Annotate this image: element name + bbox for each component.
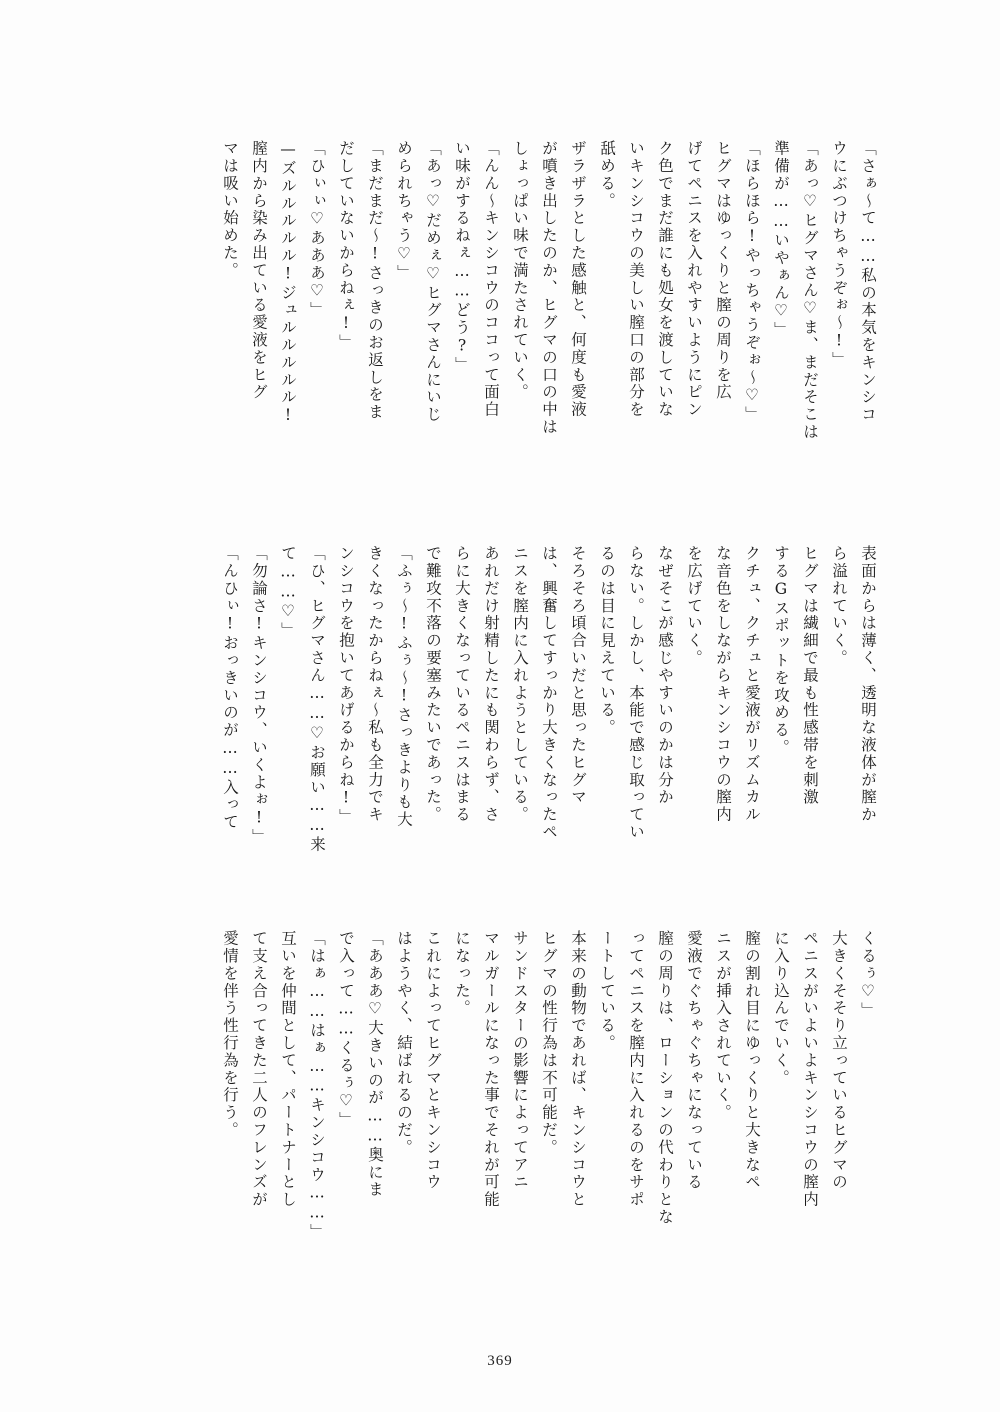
- text-line: 大きくそそり立っているヒグマの: [830, 930, 848, 1191]
- text-block-3: [208, 930, 875, 1290]
- text-line: 「んひぃ!おっきいのが……入って: [221, 545, 239, 831]
- text-line: は、興奮してすっかり大きくなったペ: [540, 545, 558, 841]
- text-line: ら溢れていく。: [830, 545, 848, 667]
- text-line: て支え合ってきた二人のフレンズが: [250, 930, 268, 1209]
- text-line: げてペニスを入れやすいようにピン: [685, 140, 703, 419]
- text-line: ニスが挿入されていく。: [714, 930, 732, 1122]
- text-line: はようやく、結ばれるのだ。: [395, 930, 413, 1157]
- text-line: くるぅ♡」: [859, 930, 877, 1020]
- text-line: い味がするねぇ……どう?」: [453, 140, 471, 374]
- text-line: —ズルルルルル!ジュルルルルル!: [279, 140, 297, 426]
- text-line: を広げていく。: [685, 545, 703, 667]
- text-line: なぜそこが感じやすいのかは分か: [656, 545, 674, 806]
- text-line: 膣の周りは、ローションの代わりとな: [656, 930, 674, 1226]
- text-line: クチュ、クチュと愛液がリズムカル: [743, 545, 761, 824]
- text-line: だしていないからねぇ!」: [337, 140, 355, 352]
- text-line: 「はぁ……はぁ……キンシコウ……」: [308, 930, 326, 1241]
- text-line: で難攻不落の要塞みたいであった。: [424, 545, 442, 824]
- page-number: 369: [487, 1353, 513, 1369]
- text-line: ウにぶつけちゃうぞぉ～!」: [830, 140, 848, 369]
- text-line: 互いを仲間として、パートナーとし: [279, 930, 297, 1209]
- text-line: 「まだまだ～!さっきのお返しをま: [366, 140, 384, 421]
- text-line: 膣の割れ目にゆっくりと大きなペ: [743, 930, 761, 1191]
- text-line: ってペニスを膣内に入れるのをサポ: [627, 930, 645, 1209]
- text-block-1: [208, 140, 875, 500]
- text-line: きくなったからねぇ～私も全力でキ: [366, 545, 384, 824]
- text-line: ートしている。: [598, 930, 616, 1052]
- text-line: ンシコウを抱いてあげるからね!」: [337, 545, 355, 826]
- text-line: ク色でまだ誰にも処女を渡していな: [656, 140, 674, 419]
- text-line: 舐める。: [598, 140, 616, 210]
- text-line: になった。: [453, 930, 471, 1017]
- text-line: 「勿論さ!キンシコウ、いくよぉ!」: [250, 545, 268, 846]
- text-line: に入り込んでいく。: [772, 930, 790, 1087]
- text-line: な音色をしながらキンシコウの膣内: [714, 545, 732, 824]
- text-line: ペニスがいよいよキンシコウの膣内: [801, 930, 819, 1209]
- text-line: で入って……くるぅ♡」: [337, 930, 355, 1129]
- text-line: 愛情を伴う性行為を行う。: [221, 930, 239, 1139]
- text-line: 本来の動物であれば、キンシコウと: [569, 930, 587, 1209]
- text-line: められちゃう♡」: [395, 140, 413, 282]
- text-line: 「んん～キンシコウのココって面白: [482, 140, 500, 419]
- text-line: 準備が……いやぁん♡」: [772, 140, 790, 339]
- text-line: 「ほらほら!やっちゃうぞぉ～♡」: [743, 140, 761, 424]
- text-line: ニスを膣内に入れようとしている。: [511, 545, 529, 824]
- text-line: しょっぱい味で満たされていく。: [511, 140, 529, 401]
- text-line: が噴き出したのか、ヒグマの口の中は: [540, 140, 558, 436]
- text-line: 「ひぃぃ♡あああ♡」: [308, 140, 326, 319]
- text-line: そろそろ頃合いだと思ったヒグマ: [569, 545, 587, 806]
- text-line: ヒグマの性行為は不可能だ。: [540, 930, 558, 1157]
- text-line: 膣内から染み出ている愛液をヒグ: [250, 140, 268, 401]
- text-line: ヒグマは繊細で最も性感帯を刺激: [801, 545, 819, 806]
- text-line: マは吸い始めた。: [221, 140, 239, 280]
- text-line: 「あっ♡ヒグマさん♡ま、まだそこは: [801, 140, 819, 441]
- text-block-2: [208, 545, 875, 905]
- text-line: サンドスターの影響によってアニ: [511, 930, 529, 1191]
- text-line: らに大きくなっているペニスはまる: [453, 545, 471, 824]
- text-line: いキンシコウの美しい膣口の部分を: [627, 140, 645, 419]
- text-line: るのは目に見えている。: [598, 545, 616, 737]
- text-line: 愛液でぐちゃぐちゃになっている: [685, 930, 703, 1191]
- text-line: らない。しかし、本能で感じ取ってい: [627, 545, 645, 841]
- text-line: あれだけ射精したにも関わらず、さ: [482, 545, 500, 824]
- text-line: 表面からは薄く、透明な液体が膣か: [859, 545, 877, 824]
- text-line: て……♡」: [279, 545, 297, 640]
- text-line: するGスポットを攻める。: [772, 545, 790, 757]
- text-line: ヒグマはゆっくりと膣の周りを広: [714, 140, 732, 401]
- text-line: 「あああ♡大きいのが……奥にま: [366, 930, 384, 1199]
- text-line: 「さぁ～て……私の本気をキンシコ: [859, 140, 877, 424]
- text-line: これによってヒグマとキンシコウ: [424, 930, 442, 1191]
- text-line: ザラザラとした感触と、何度も愛液: [569, 140, 587, 419]
- text-line: 「ふぅ～!ふぅ～!さっきよりも大: [395, 545, 413, 829]
- text-line: マルガールになった事でそれが可能: [482, 930, 500, 1209]
- text-line: 「ひ、ヒグマさん……♡お願い……来: [308, 545, 326, 854]
- text-line: 「あっ♡だめぇ♡ヒグマさんにいじ: [424, 140, 442, 424]
